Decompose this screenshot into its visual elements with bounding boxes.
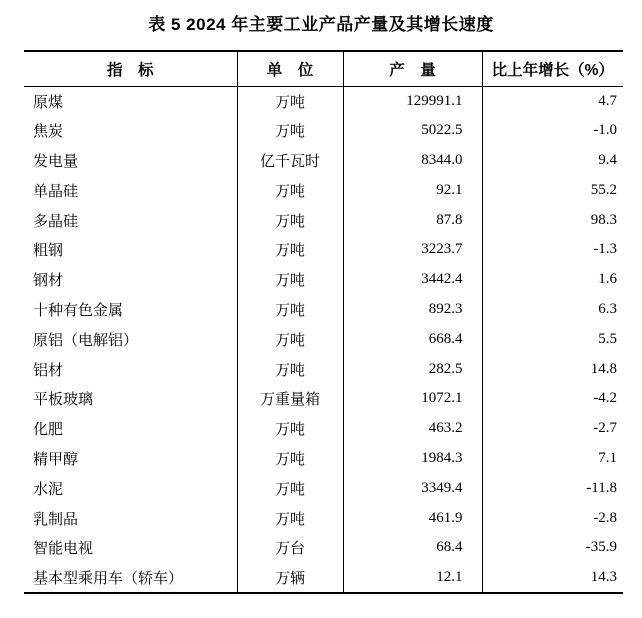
output-cell: 12.1 [343,563,482,593]
table-row [24,444,623,474]
header-row [24,51,623,86]
output-cell: 3223.7 [343,235,482,265]
table-body [24,86,623,593]
growth-cell: 14.3 [482,563,623,593]
growth-cell: 9.4 [482,146,623,176]
table-row [24,205,623,235]
growth-cell: -1.3 [482,235,623,265]
indicator-cell: 十种有色金属 [33,302,124,319]
unit-cell: 万吨 [237,86,343,116]
output-cell: 463.2 [343,414,482,444]
growth-cell: -2.7 [482,414,623,444]
growth-cell: 14.8 [482,354,623,384]
output-cell: 92.1 [343,175,482,205]
table-row [24,563,623,593]
table-row [24,414,623,444]
table-row [24,354,623,384]
growth-cell: 1.6 [482,265,623,295]
indicator-cell: 原煤 [33,94,64,111]
table-row [24,473,623,503]
table-row [24,295,623,325]
output-cell: 68.4 [343,533,482,563]
industrial-output-table [24,50,623,594]
output-cell: 5022.5 [343,116,482,146]
indicator-cell: 钢材 [33,273,64,290]
table-row [24,235,623,265]
output-cell: 461.9 [343,503,482,533]
output-cell: 87.8 [343,205,482,235]
indicator-cell: 焦炭 [33,124,64,141]
output-cell: 129991.1 [343,86,482,116]
table-row [24,384,623,414]
growth-cell: 4.7 [482,86,623,116]
unit-cell: 万吨 [237,295,343,325]
unit-cell: 万辆 [237,563,343,593]
growth-cell: 55.2 [482,175,623,205]
unit-cell: 万吨 [237,175,343,205]
unit-cell: 万台 [237,533,343,563]
table-row [24,265,623,295]
growth-cell: -35.9 [482,533,623,563]
growth-cell: 98.3 [482,205,623,235]
indicator-cell: 乳制品 [33,511,79,528]
output-cell: 282.5 [343,354,482,384]
output-cell: 668.4 [343,324,482,354]
indicator-cell: 多晶硅 [33,213,79,230]
unit-cell: 万吨 [237,265,343,295]
unit-cell: 万吨 [237,205,343,235]
growth-cell: 5.5 [482,324,623,354]
output-cell: 892.3 [343,295,482,325]
indicator-cell: 化肥 [33,422,64,439]
table-row [24,324,623,354]
indicator-cell: 粗钢 [33,243,64,260]
table-row [24,533,623,563]
output-cell: 3349.4 [343,473,482,503]
unit-cell: 亿千瓦时 [237,146,343,176]
unit-cell: 万重量箱 [237,384,343,414]
indicator-cell: 铝材 [33,362,64,379]
unit-cell: 万吨 [237,354,343,384]
unit-cell: 万吨 [237,503,343,533]
growth-cell: -2.8 [482,503,623,533]
header-growth: 比上年增长（%） [482,51,623,86]
growth-cell: 6.3 [482,295,623,325]
header-output: 产 量 [343,51,482,86]
indicator-cell: 平板玻璃 [33,392,94,409]
output-cell: 1984.3 [343,444,482,474]
table-row [24,86,623,116]
table-row [24,175,623,205]
unit-cell: 万吨 [237,414,343,444]
unit-cell: 万吨 [237,444,343,474]
output-cell: 3442.4 [343,265,482,295]
unit-cell: 万吨 [237,116,343,146]
unit-cell: 万吨 [237,235,343,265]
indicator-cell: 水泥 [33,481,64,498]
indicator-cell: 基本型乘用车（轿车） [33,570,184,587]
output-cell: 8344.0 [343,146,482,176]
table-row [24,116,623,146]
unit-cell: 万吨 [237,324,343,354]
output-cell: 1072.1 [343,384,482,414]
growth-cell: -4.2 [482,384,623,414]
unit-cell: 万吨 [237,473,343,503]
indicator-cell: 智能电视 [33,541,94,558]
indicator-cell: 精甲醇 [33,451,79,468]
indicator-cell: 单晶硅 [33,183,79,200]
indicator-cell: 发电量 [33,153,79,170]
header-indicator: 指 标 [24,51,237,86]
table-row [24,146,623,176]
table-row [24,503,623,533]
growth-cell: -1.0 [482,116,623,146]
page-title: 表 5 2024 年主要工业产品产量及其增长速度 [148,15,494,34]
growth-cell: -11.8 [482,473,623,503]
indicator-cell: 原铝（电解铝） [33,332,139,349]
header-unit: 单 位 [237,51,343,86]
growth-cell: 7.1 [482,444,623,474]
